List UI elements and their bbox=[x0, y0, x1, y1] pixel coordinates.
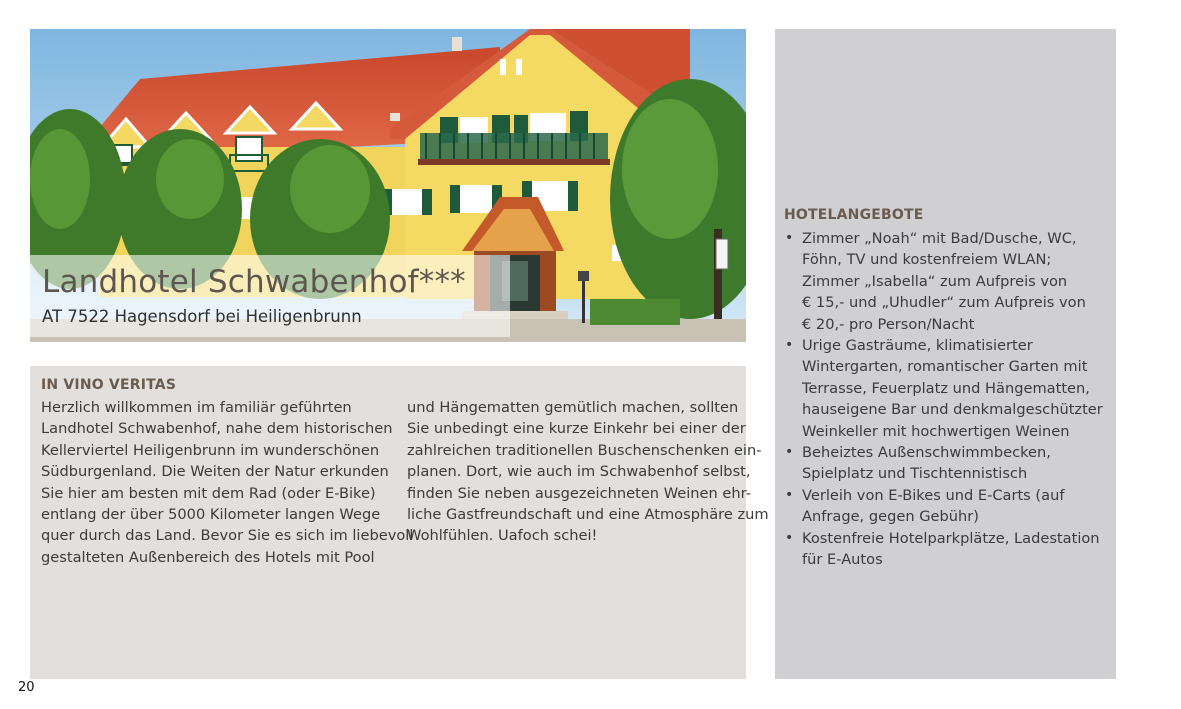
offer-line: für E-Autos bbox=[802, 551, 883, 569]
intro-line: Wohlfühlen. Uafoch schei! bbox=[407, 527, 598, 545]
intro-line: liche Gastfreundschaft und eine Atmosphäre zum bbox=[407, 506, 769, 524]
offer-line: • Beheiztes Außenschwimmbecken, bbox=[802, 444, 1051, 462]
offer-line: Terrasse, Feuerplatz und Hängematten, bbox=[802, 379, 1090, 397]
offer-item-pool bbox=[784, 442, 1112, 485]
intro-line: Sie hier am besten mit dem Rad (oder E-Bike) bbox=[41, 484, 376, 502]
intro-line: Kellerviertel Heiligenbrunn im wunderschönen bbox=[41, 441, 380, 459]
intro-heading: IN VINO VERITAS bbox=[41, 377, 177, 393]
offer-line: • Zimmer „Noah“ mit Bad/Dusche, WC, bbox=[802, 230, 1077, 247]
offers-heading: HOTELANGEBOTE bbox=[784, 207, 924, 223]
intro-line: entlang der über 5000 Kilometer langen Wege bbox=[41, 506, 381, 524]
offer-line: • Urige Gasträume, klimatisierter bbox=[802, 337, 1033, 355]
intro-line: gestalteten Außenbereich des Hotels mit Pool bbox=[41, 548, 375, 566]
offer-item-bike-rental bbox=[784, 485, 1112, 528]
intro-column-1 bbox=[41, 397, 414, 568]
offer-line: • Verleih von E-Bikes und E-Carts (auf bbox=[802, 486, 1065, 504]
hotel-name: Landhotel Schwabenhof*** bbox=[42, 264, 466, 300]
offers-list bbox=[784, 228, 1112, 571]
offer-line: • Kostenfreie Hotelparkplätze, Ladestation bbox=[802, 529, 1100, 547]
intro-line: Südburgenland. Die Weiten der Natur erkunden bbox=[41, 463, 389, 481]
offer-line: hauseigene Bar und denkmalgeschützter bbox=[802, 401, 1103, 419]
offer-item-facilities bbox=[784, 335, 1112, 442]
intro-line: zahlreichen traditionellen Buschenschenken ein- bbox=[407, 441, 762, 459]
intro-line: Herzlich willkommen im familiär geführten bbox=[41, 399, 352, 416]
intro-line: Sie unbedingt eine kurze Einkehr bei einer der bbox=[407, 420, 746, 438]
hotel-address: AT 7522 Hagensdorf bei Heiligenbrunn bbox=[42, 307, 362, 326]
offer-line: Weinkeller mit hochwertigen Weinen bbox=[802, 422, 1070, 440]
offer-line: Wintergarten, romantischer Garten mit bbox=[802, 358, 1088, 376]
offer-item-parking bbox=[784, 528, 1112, 571]
offer-line: Zimmer „Isabella“ zum Aufpreis von bbox=[802, 272, 1068, 290]
hotel-offers-panel bbox=[775, 29, 1116, 679]
offer-line: € 20,- pro Person/Nacht bbox=[802, 315, 975, 333]
intro-line: quer durch das Land. Bevor Sie es sich im liebevoll bbox=[41, 527, 414, 545]
offer-line: € 15,- und „Uhudler“ zum Aufpreis von bbox=[802, 294, 1086, 312]
hotel-photo bbox=[30, 29, 746, 342]
intro-line: finden Sie neben ausgezeichneten Weinen ehr- bbox=[407, 484, 751, 502]
intro-column-2 bbox=[407, 397, 769, 547]
offer-line: Föhn, TV und kostenfreiem WLAN; bbox=[802, 251, 1052, 269]
offer-item-rooms bbox=[784, 228, 1112, 335]
page-number: 20 bbox=[18, 680, 35, 695]
intro-line: planen. Dort, wie auch im Schwabenhof selbst, bbox=[407, 463, 751, 481]
intro-line: Landhotel Schwabenhof, nahe dem historischen bbox=[41, 420, 393, 438]
offer-line: Spielplatz und Tischtennistisch bbox=[802, 465, 1028, 483]
offer-line: Anfrage, gegen Gebühr) bbox=[802, 508, 979, 526]
intro-panel bbox=[30, 366, 769, 679]
intro-line: und Hängematten gemütlich machen, sollten bbox=[407, 399, 739, 416]
